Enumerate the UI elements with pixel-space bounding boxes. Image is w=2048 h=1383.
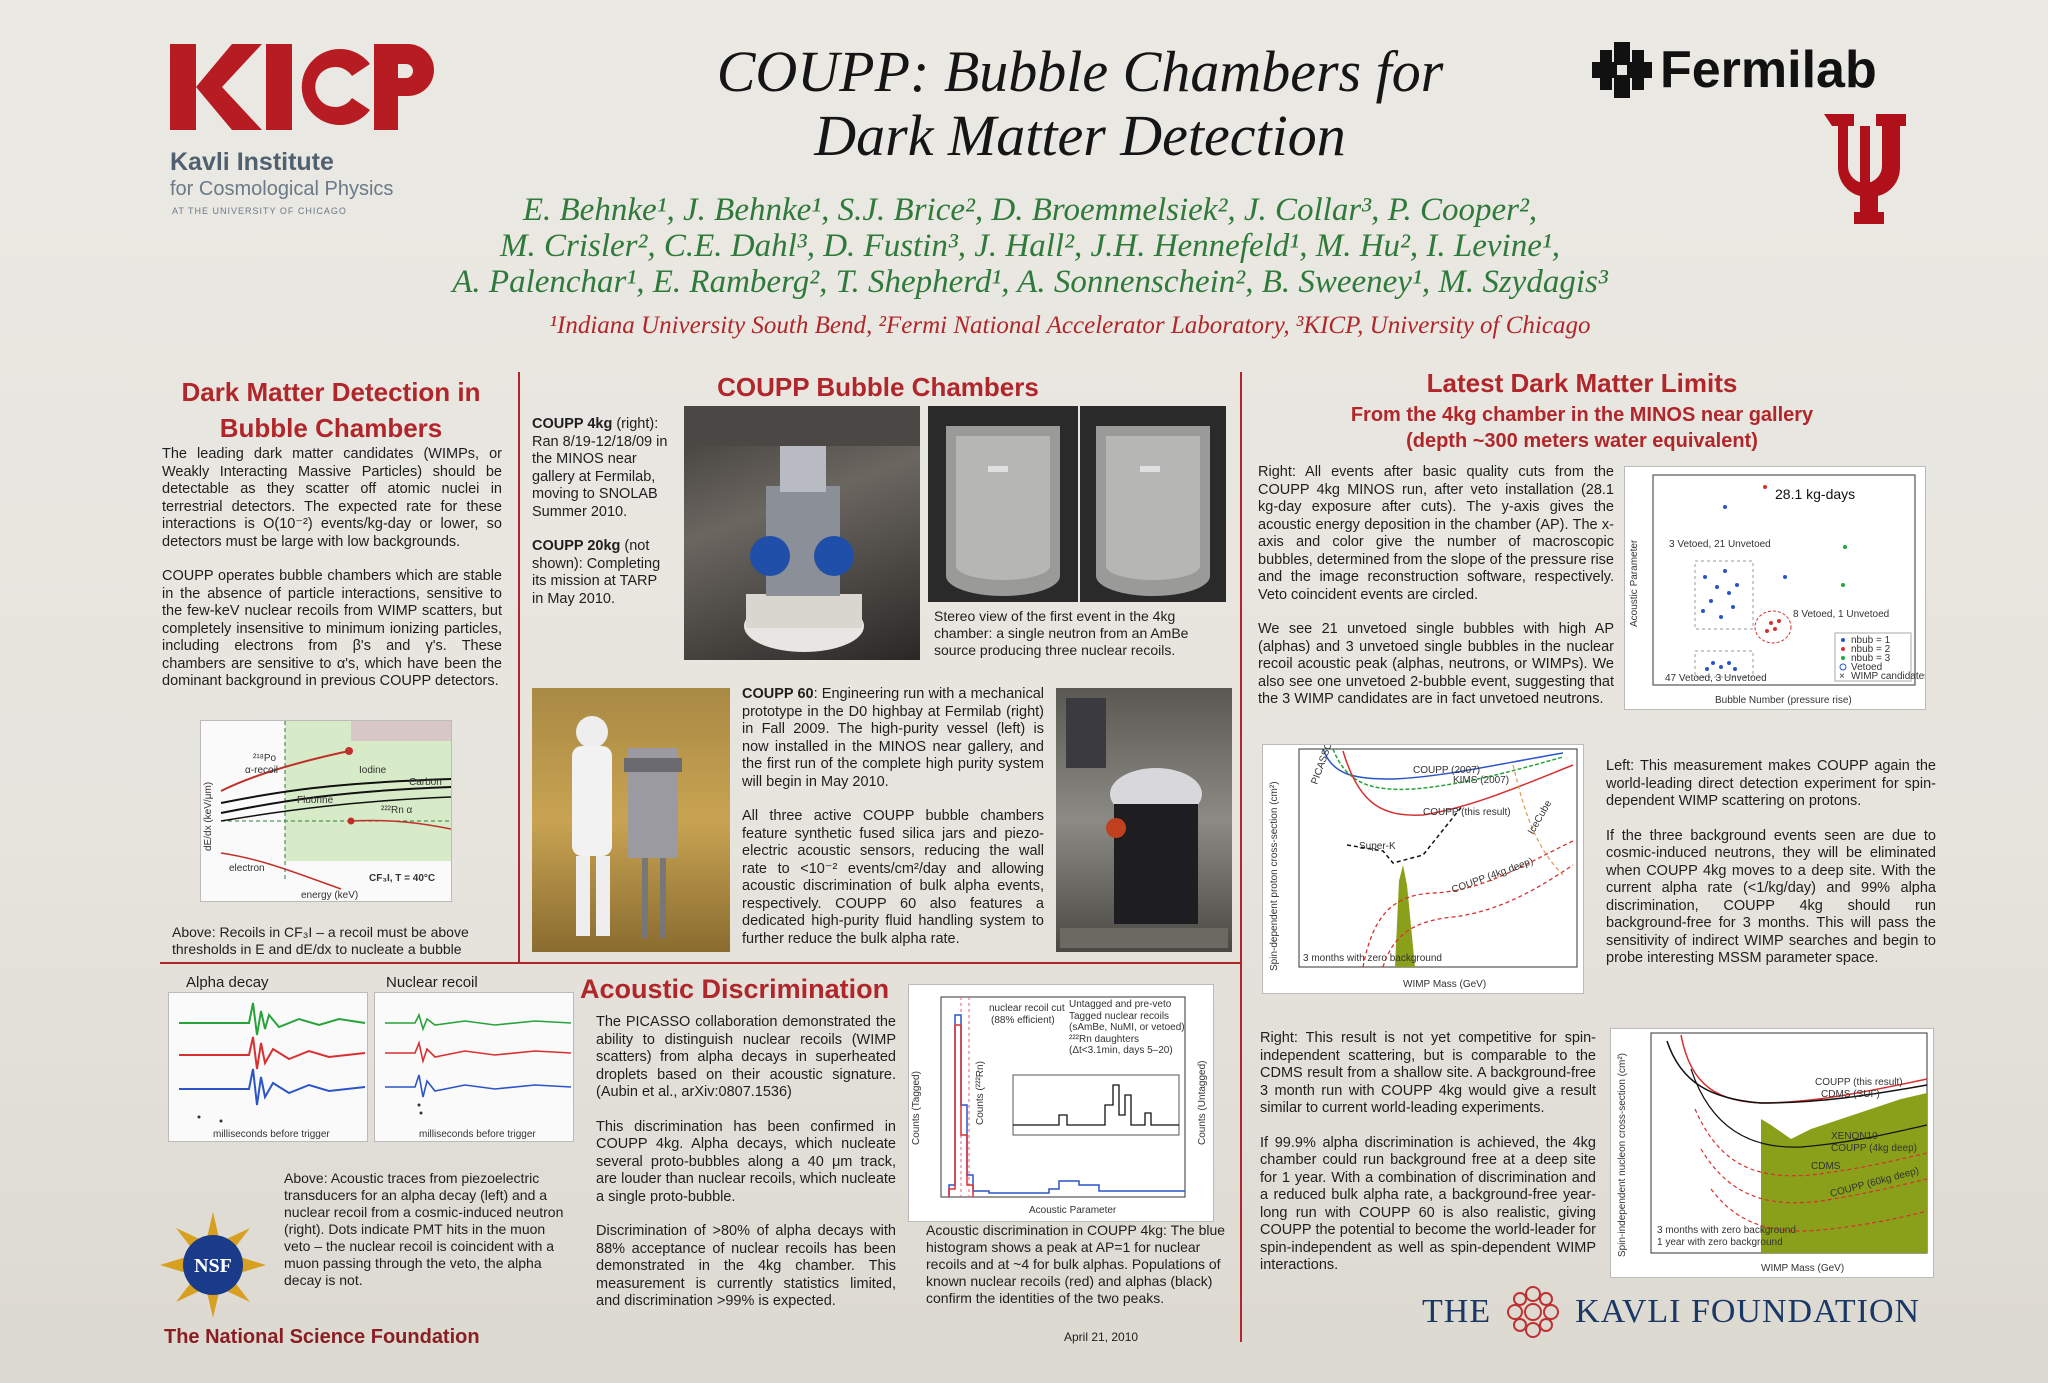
fermilab-wordmark: Fermilab [1660,41,1877,99]
section1-title [150,374,512,446]
coupp4-label: COUPP 4kg [532,416,613,432]
coupp4-photo-svg [684,406,920,660]
si-xenon: XENON10 [1831,1131,1878,1142]
authors-line-3: A. Palenchar¹, E. Ramberg², T. Shepherd¹, A. Sonnenschein², B. Sweeney¹, M. Szydagis³ [452,264,1608,300]
kicp-logo [170,40,440,157]
stereo-right-photo [1080,406,1226,602]
section4-title: Acoustic Discrimination [580,974,890,1004]
sd-coupp2007: COUPP (2007) [1413,765,1481,776]
coupp20-desc: (not shown): Completing its mission at TARP in May 2010. [532,538,661,607]
coupp4-desc: (right): Ran 8/19-12/18/09 in the MINOS near gallery at Fermilab, moving to SNOLAB Summer 2010. [532,416,668,520]
si-limit-plot [1610,1028,1934,1278]
section1-title-2: Bubble Chambers [219,413,443,443]
section4-para2: This discrimination has been confirmed in COUPP 4kg. Alpha decays, which nucleate several proto-bubbles along a 40 μm track, are louder than nuclear recoils, which nucleate a single proto-bubble. [596,1118,896,1205]
kavli-emblem-icon [1503,1282,1563,1342]
all-chambers-para: All three active COUPP bubble chambers feature synthetic fused silica jars and piezo-electric acoustic sensors, reducing the wall rate to <10⁻² events/cm²/day and allowing acoustic discrimination of bulk alpha events, respectively. COUPP 60 also features a dedicated high-purity fluid handling system to further reduce the bulk alpha rate. [742,808,1044,947]
si-para2: If 99.9% alpha discrimination is achieved, the 4kg chamber could run background free at a deep site for 1 year. With a combination of discrimination and a reduced bulk alpha rate, a background-free year-long run with COUPP 60 is also realistic, giving COUPP the potential to become the world-leader for spin-independent as well as spin-dependent WIMP interactions. [1260,1134,1596,1273]
hist-leg3b: (Δt<3.1min, days 5–20) [1069,1045,1173,1056]
author-list [330,192,1730,300]
acoustic-histogram-svg [909,985,1213,1221]
si-cdms: CDMS (SUF) [1821,1089,1880,1100]
sd-deep: COUPP (4kg deep) [1450,856,1535,896]
sd-discussion [1606,758,1936,985]
section4-para1: The PICASSO collaboration demonstrated the ability to distinguish nuclear recoils (WIMP scatters) from alpha decays in superheated droplets based on their acoustic signature. (Aubin et al., arXiv:0807.1536) [596,1014,896,1100]
alpha-decay-label: Alpha decay [186,974,269,991]
kicp-name-1: Kavli Institute [170,148,334,176]
hist-eff-label: (88% efficient) [991,1015,1055,1026]
stereo-right-svg [1080,406,1226,602]
section3-text [1258,464,1614,726]
scatter-plot [1624,466,1926,710]
section1-para1: The leading dark matter candidates (WIMPs, or Weakly Interacting Massive Particles) should be detectable as they scatter off atomic nuclei in terrestrial detectors. The expected rate for these interactions is O(10⁻²) events/kg-day or lower, so detectors must be large with low backgrounds. [162,446,502,550]
nsf-logo [160,1212,266,1318]
si-thisresult: COUPP (this result) [1815,1077,1903,1088]
sd-limit-svg [1263,745,1583,993]
section3-subtitle-1: From the 4kg chamber in the MINOS near gallery [1350,404,1814,426]
coupp60-text [742,686,1044,965]
scatter-legend-2: nbub = 2 [1851,644,1891,655]
coupp60-vessel-svg [532,688,730,952]
coupp60-prototype-svg [1056,688,1232,952]
recoil-plot-svg [201,721,451,901]
poster-title [560,40,1600,168]
sd-thisresult: COUPP (this result) [1423,807,1511,818]
kicp-name-3: AT THE UNIVERSITY OF CHICAGO [172,206,347,216]
hist-leg1: Untagged and pre-veto [1069,999,1172,1010]
alpha-trace-xlabel: milliseconds before trigger [213,1129,330,1140]
sd-icecube: IceCube [1526,798,1555,837]
scatter-group3: 47 Vetoed, 3 Unvetoed [1665,673,1767,684]
si-zero3: 3 months with zero background [1657,1225,1796,1236]
scatter-xlabel: Bubble Number (pressure rise) [1715,695,1852,706]
nuclear-trace-svg [375,993,573,1141]
si-cdms2: CDMS [1811,1161,1841,1172]
label-electron: electron [229,863,265,874]
scatter-legend-4: Vetoed [1851,662,1883,673]
iu-logo-icon [1822,112,1908,226]
scatter-plot-svg [1625,467,1925,709]
scatter-legend-1: nbub = 1 [1851,635,1891,646]
sd-superk: Super-K [1359,841,1396,852]
nuclear-trace-xlabel: milliseconds before trigger [419,1129,536,1140]
coupp60-label: COUPP 60 [742,686,814,702]
label-carbon: Carbon [409,777,442,788]
section2-title: COUPP Bubble Chambers [717,372,1039,402]
sd-ylabel: Spin-dependent proton cross-section (cm²) [1269,781,1280,971]
hist-inset-ylabel: Counts (²²²Rn) [975,1061,986,1125]
section4-para3: Discrimination of >80% of alpha decays with 88% acceptance of nuclear recoils has been demonstrated in the 4kg chamber. This measurement is currently statistics limited, and discrimination >99% is expected. [596,1223,896,1309]
scatter-exposure: 28.1 kg-days [1775,486,1856,502]
scatter-group2: 8 Vetoed, 1 Unvetoed [1793,609,1890,620]
label-iodine: Iodine [359,765,387,776]
section1-title-1: Dark Matter Detection in [181,377,481,407]
label-fluorine: Fluorine [297,795,334,806]
divider-3 [160,962,1240,964]
nuclear-recoil-label: Nuclear recoil [386,974,478,991]
section3-subtitle-2: (depth ~300 meters water equivalent) [1406,430,1758,452]
scatter-ylabel: Acoustic Parameter [1629,539,1640,627]
threshold-band [351,721,451,741]
fermilab-logo [1592,40,1877,100]
label-condition: CF₃I, T = 40°C [369,873,436,884]
kavli-foundation-logo [1422,1282,1920,1342]
kicp-name-2: for Cosmological Physics [170,178,394,200]
sd-para1: Left: This measurement makes COUPP again the world-leading direct detection experiment for spin-dependent WIMP scattering on protons. [1606,758,1936,809]
affiliations: ¹Indiana University South Bend, ²Fermi National Accelerator Laboratory, ³KICP, University of Chicago [549,312,1591,339]
nsf-logo-text: NSF [194,1255,232,1277]
alpha-trace-plot [168,992,368,1142]
si-discussion [1260,1030,1596,1292]
section1-text [162,446,502,708]
si-para1: Right: This result is not yet competitive for spin-independent scattering, but is comparable to the CDMS result from a shallow site. A background-free 3 month run with COUPP 4kg would give a result similar to current world-leading experiments. [1260,1030,1596,1116]
si-deep: COUPP (4kg deep) [1831,1143,1917,1154]
hist-xlabel: Acoustic Parameter [1029,1205,1117,1216]
kavli-the: THE [1422,1293,1492,1330]
kicp-logo-mark [170,40,440,136]
svg-text:×: × [1839,671,1845,682]
scatter-group1: 3 Vetoed, 21 Unvetoed [1669,539,1771,550]
recoil-caption: Above: Recoils in CF₃I – a recoil must be above thresholds in E and dE/dx to nucleate a bubble [172,924,469,957]
section1-para2: COUPP operates bubble chambers which are stable in the absence of particle interactions, sensitive to the few-keV nuclear recoils from WIMP scatters, but completely insensitive to minimum ionizing particles, including electrons from β's and γ's. These chambers are sensitive to α's, which have been the dominant background in previous COUPP detectors. [162,568,502,689]
scatter-legend-3: nbub = 3 [1851,653,1891,664]
divider-2 [1240,372,1242,1342]
stereo-left-svg [928,406,1078,602]
section4-text [596,1014,896,1328]
hist-ylabel-left: Counts (Tagged) [911,1071,922,1145]
si-xlabel: WIMP Mass (GeV) [1761,1263,1845,1274]
authors-line-2: M. Crisler², C.E. Dahl³, D. Fustin³, J. Hall², J.H. Hennefeld¹, M. Hu², I. Levine¹, [499,228,1561,264]
coupp60-vessel-photo [532,688,730,952]
hist-leg2b: (sAmBe, NuMI, or vetoed) [1069,1022,1185,1033]
coupp4-photo [684,406,920,660]
nuclear-trace-plot [374,992,574,1142]
label-rn: ²²²Rn α [381,805,413,816]
coupp20-label: COUPP 20kg [532,538,621,554]
kavli-name: KAVLI FOUNDATION [1575,1293,1921,1330]
title-line-2: Dark Matter Detection [814,103,1346,168]
recoil-xlabel: energy (keV) [301,890,359,901]
alpha-trace-svg [169,993,367,1141]
section3-subtitle [1252,402,1912,454]
sd-xlabel: WIMP Mass (GeV) [1403,979,1487,990]
stereo-left-photo [928,406,1078,602]
recoil-ylabel: dE/dx (keV/μm) [203,781,214,851]
sd-kims: KIMS (2007) [1453,775,1510,786]
section3-para2: We see 21 unvetoed single bubbles with high AP (alphas) and 3 unvetoed single bubbles in the nuclear recoil acoustic peak (alphas, neutrons, or WIMPs). We also see one unvetoed 2-bubble event, suggesting that the 3 WIMP candidates are in fact unvetoed neutrons. [1258,621,1614,707]
acoustic-histogram [908,984,1214,1222]
si-ylabel: Spin-independent nucleon cross-section (cm²) [1617,1053,1628,1257]
si-zero1: 1 year with zero background [1657,1237,1783,1248]
stereo-caption: Stereo view of the first event in the 4kg chamber: a single neutron from an AmBe source producing three nuclear recoils. [934,608,1189,658]
divider-1 [518,372,520,962]
coupp4-text [532,416,672,625]
hist-caption: Acoustic discrimination in COUPP 4kg: The blue histogram shows a peak at AP=1 for nuclear recoils and at ~4 for bulk alphas. Populations of known nuclear recoils (red) and alphas (black) confirm the identities of the two peaks. [926,1222,1226,1306]
scatter-legend-5: WIMP candidates [1851,671,1925,682]
section3-title: Latest Dark Matter Limits [1426,368,1738,398]
label-alpha-recoil: α-recoil [245,765,279,776]
coupp60-prototype-photo [1056,688,1232,952]
si-coupp60: COUPP (60kg deep) [1828,1165,1921,1200]
hist-cut-label: nuclear recoil cut [989,1003,1065,1014]
poster-date: April 21, 2010 [1064,1330,1139,1344]
sd-limit-plot [1262,744,1584,994]
fermilab-logo-icon [1592,42,1652,98]
hist-leg3: ²²²Rn daughters [1069,1034,1140,1045]
sd-para2: If the three background events seen are due to cosmic-induced neutrons, they will be eliminated when COUPP 4kg moves to a deep site. With the current alpha rate (<1/kg/day) and 99% alpha discrimination, COUPP 4kg should run background-free for 3 months. This will pass the sensitivity of indirect WIMP searches and begin to probe interesting MSSM parameter space. [1606,827,1936,966]
title-line-1: COUPP: Bubble Chambers for [716,39,1444,104]
recoil-plot [200,720,452,902]
sd-zero-bkg: 3 months with zero background [1303,953,1442,964]
label-po: ²¹⁸Po [253,753,277,764]
traces-caption: Above: Acoustic traces from piezoelectric transducers for an alpha decay (left) and a nuclear recoil from a cosmic-induced neutron (right). Dots indicate PMT hits in the muon veto – the nuclear recoil is coincident with a muon passing through the veto, the alpha decay is not. [284,1170,564,1288]
authors-line-1: E. Behnke¹, J. Behnke¹, S.J. Brice², D. Broemmelsiek², J. Collar³, P. Cooper², [522,192,1538,228]
coupp60-desc: : Engineering run with a mechanical prototype in the D0 highbay at Fermilab (right) in Fall 2009. The high-purity vessel (left) is now installed in the MINOS near gallery, and the first run of the complete high purity system will begin in May 2010. [742,686,1044,790]
hist-ylabel-right: Counts (Untagged) [1197,1060,1208,1145]
sd-picasso: PICASSO (2009) [1309,745,1346,787]
section3-para1: Right: All events after basic quality cuts from the COUPP 4kg MINOS run, after veto installation (28.1 kg-day exposure after cuts). The y-axis gives the acoustic energy deposition in the chamber (AP). The x-axis and color give the number of macroscopic bubbles, determined from the slope of the pressure rise and the image reconstruction software, respectively. Veto coincident events are circled. [1258,464,1614,603]
nsf-name: The National Science Foundation [164,1326,480,1348]
si-limit-svg [1611,1029,1933,1277]
hist-leg2: Tagged nuclear recoils [1069,1011,1170,1022]
